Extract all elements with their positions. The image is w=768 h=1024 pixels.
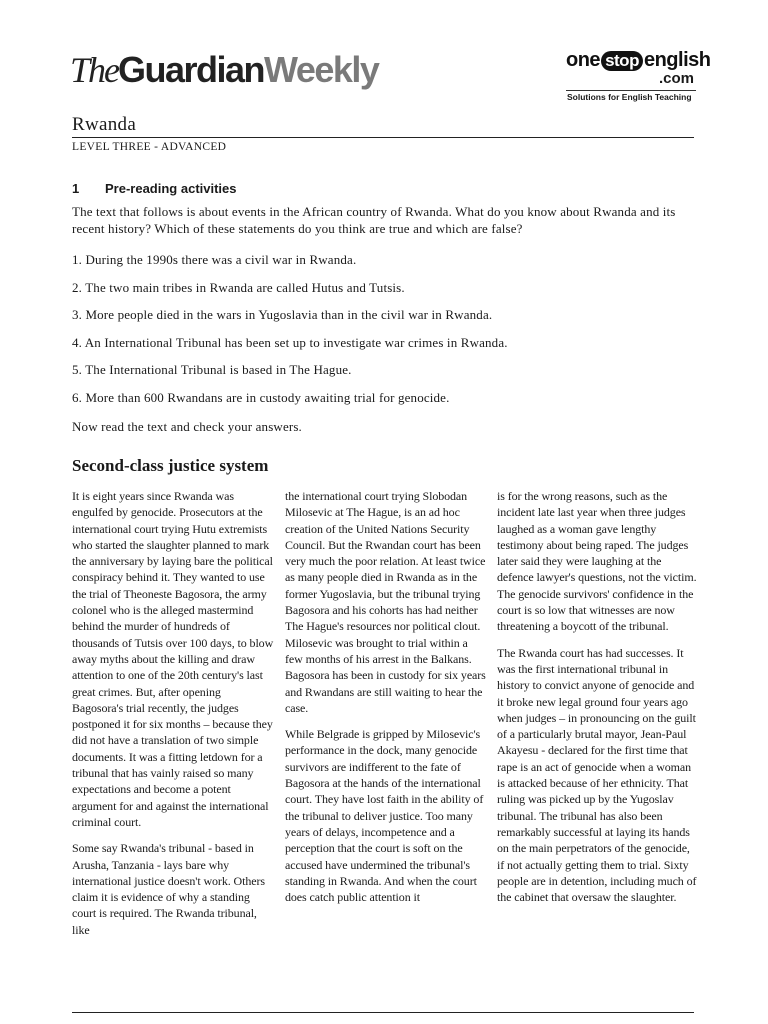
onestopenglish-logo — [566, 49, 711, 102]
section-number: 1 — [72, 181, 80, 196]
title-divider — [72, 137, 694, 138]
article-paragraph: Some say Rwanda's tribunal - based in Arusha, Tanzania - lays bare why international justice doesn't work. Others claim it is evidence of why a standing court is required. The Rwanda tribunal, like — [72, 841, 265, 937]
statement-list — [72, 251, 696, 417]
logo-tagline: Solutions for English Teaching — [567, 92, 692, 102]
article-paragraph: the international court trying Slobodan Milosevic at The Hague, is an ad hoc creation of the United Nations Security Council. But the Rwandan court has been very much the poor relation. At least twice as many people died in Rwanda as in the former Yugoslavia, but the tribunal trying Bagosora and his cohorts has had neither The Hague's resources nor political clout. Milosevic was brought to trial within a few months of his arrest in the Balkans. Bagosora has been in custody for six years and Rwandans are still waiting to hear the case. — [285, 489, 486, 715]
statement-item: 1. During the 1990s there was a civil war in Rwanda. — [72, 252, 357, 267]
section-title: Pre-reading activities — [105, 181, 237, 196]
statement-item: 2. The two main tribes in Rwanda are called Hutus and Tutsis. — [72, 279, 405, 295]
logo-weekly: Weekly — [264, 49, 379, 90]
guardian-weekly-logo — [70, 49, 379, 90]
article-paragraph: is for the wrong reasons, such as the incident late last year when three judges laughed as a woman gave lengthy testimony about being raped. The judges later said they were laughing at the defence lawyer's questions, not the victim. The genocide survivors' confidence in the court is so low that witnesses are now threatening a boycott of the tribunal. — [497, 489, 697, 634]
intro-paragraph: The text that follows is about events in the African country of Rwanda. What do you know about Rwanda and its recent history? Which of these statements do you think are true and which are false? — [72, 204, 676, 236]
logo-english: english — [643, 49, 711, 71]
article-paragraph: It is eight years since Rwanda was engulfed by genocide. Prosecutors at the international court trying Hutu extremists who started the slaughter planned to mark the anniversary by laying bare the political conspiracy behind it. They wanted to use the trial of Theoneste Bagosora, the army colonel who is the alleged mastermind behind the murder of hundreds of thousands of Tutsis over 100 days, to blow away myths about the killing and draw attention to one of the 20th century's last great crimes. But, after opening Bagosora's trial recently, the judges postponed it for six months – because they did not have a translation of two simple documents. It was a fitting letdown for a tribunal that has vainly raised so many expectations and become a potent argument for and against the international criminal court. — [72, 489, 274, 829]
logo-stop-badge: stop — [601, 51, 643, 71]
article-paragraph: While Belgrade is gripped by Milosevic's performance in the dock, many genocide survivors are indifferent to the fate of Bagosora at the hands of the international court. They have lost faith in the ability of the tribunal to deliver justice. Too many years of delays, incompetence and a perception that the court is soft on the accused have undermined the tribunal's standing in Rwanda. And when the court does catch public attention it — [285, 727, 484, 905]
statement-item: 5. The International Tribunal is based in The Hague. — [72, 362, 352, 378]
article-paragraph: The Rwanda court has had successes. It was the first international tribunal in history to convict anyone of genocide and it broke new legal ground four years ago when judges – in pronouncing on the guilt of a particularly brutal mayor, Jean-Paul Akayesu - declared for the first time that rape is an act of genocide when a woman is attacked because of her ethnicity. That ruling was picked up by the Yugoslav tribunal. The tribunal has also been remarkably successful at laying its hands on the main perpetrators of the genocide, if not actually getting them to trial. Sixty people are in detention, including much of the cabinet that oversaw the slaughter. — [497, 645, 697, 905]
logo-divider — [566, 90, 696, 91]
page-title: Rwanda — [72, 114, 137, 135]
article-heading: Second-class justice system — [72, 456, 269, 475]
statement-item: 6. More than 600 Rwandans are in custody awaiting trial for genocide. — [72, 389, 450, 405]
section-heading — [72, 181, 237, 196]
statement-item: 4. An International Tribunal has been set up to investigate war crimes in Rwanda. — [72, 334, 508, 350]
article-column-1 — [72, 488, 274, 948]
closing-instruction: Now read the text and check your answers. — [72, 419, 302, 434]
logo-com: .com — [658, 70, 694, 87]
level-label: LEVEL THREE - ADVANCED — [72, 141, 227, 153]
logo-the: The — [70, 50, 118, 90]
logo-one: one — [566, 49, 601, 71]
footer-divider — [72, 1012, 694, 1013]
article-column-2 — [285, 488, 487, 915]
statement-item: 3. More people died in the wars in Yugoslavia than in the civil war in Rwanda. — [72, 307, 493, 323]
logo-guardian: Guardian — [118, 49, 265, 90]
article-column-3 — [497, 488, 699, 915]
